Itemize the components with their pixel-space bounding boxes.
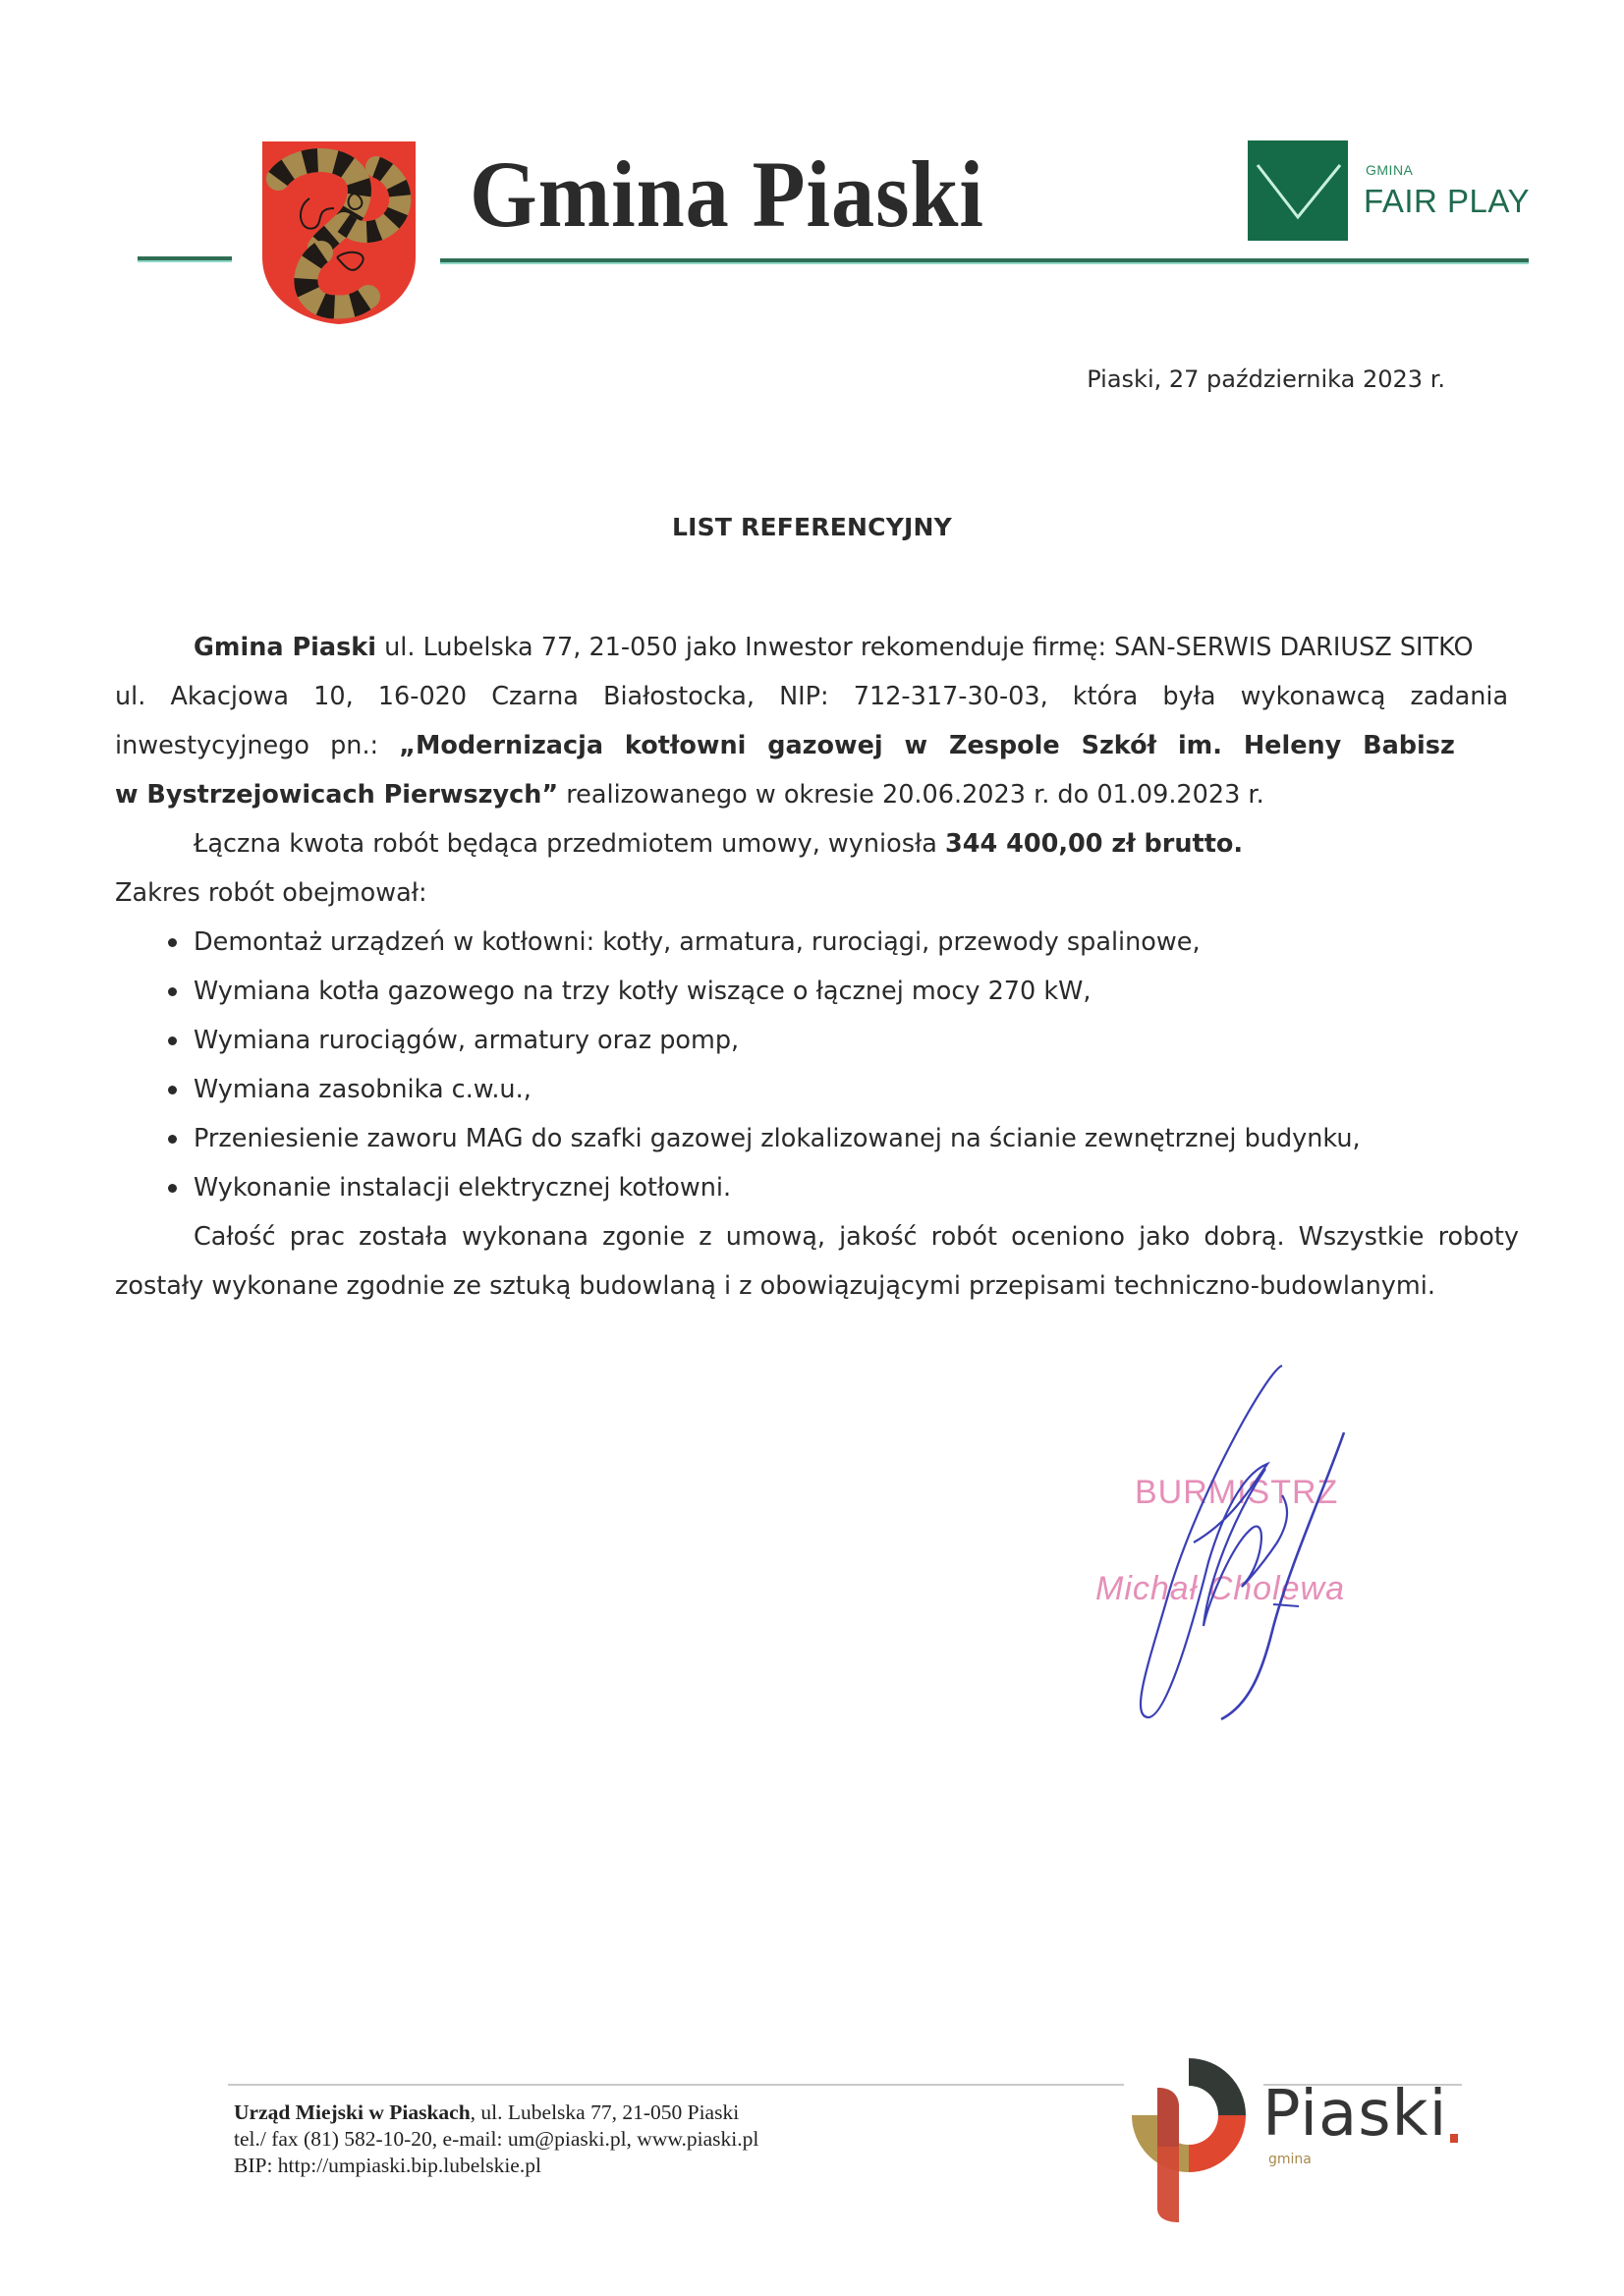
- coat-of-arms-icon: [260, 140, 418, 326]
- footer-bip-line: BIP: http://umpiaski.bip.lubelskie.pl: [234, 2154, 541, 2177]
- scope-item: [115, 1114, 1490, 1163]
- amount-label: Łączna kwota robót będąca przedmiotem umowy, wyniosła: [194, 829, 945, 859]
- intro-line-1: [115, 623, 1474, 672]
- signature-icon: [1032, 1346, 1425, 1739]
- closing-line-2-text: zostały wykonane zgodnie ze sztuką budowlaną i z obowiązującymi przepisami techniczno-budowlanymi.: [115, 1271, 1435, 1301]
- scope-item: [115, 1163, 1490, 1212]
- office-name: Urząd Miejski w Piaskach: [234, 2100, 471, 2124]
- intro-line-4-text: realizowanego w okresie 20.06.2023 r. do 01.09.2023 r.: [558, 780, 1264, 810]
- intro-line-1-text: ul. Lubelska 77, 21-050 jako Inwestor rekomenduje firmę: SAN-SERWIS DARIUSZ SITKO: [376, 633, 1474, 662]
- fair-play-label: FAIR PLAY: [1364, 183, 1530, 219]
- intro-line-4: [115, 770, 1445, 819]
- bullet-icon: [168, 1086, 177, 1094]
- closing-paragraph: [115, 1212, 1519, 1311]
- intro-paragraph: [115, 623, 1509, 918]
- amount-value: 344 400,00 zł brutto.: [944, 829, 1244, 859]
- stamp-role: BURMISTRZ: [1135, 1474, 1339, 1511]
- bullet-icon: [168, 1184, 177, 1193]
- fair-play-logo-icon: [1248, 140, 1348, 241]
- investor-name: Gmina Piaski: [194, 633, 376, 662]
- scope-item-text: Wymiana rurociągów, armatury oraz pomp,: [194, 1026, 740, 1055]
- project-name-part-1: „Modernizacja kotłowni gazowej w Zespole Szkół im. Heleny Babisz: [399, 731, 1455, 760]
- footer-contact-block: [234, 2100, 758, 2179]
- scope-list: [115, 918, 1490, 1212]
- piaski-logo-icon: [1128, 2053, 1251, 2225]
- footer-address-line: [234, 2100, 758, 2126]
- bullet-icon: [168, 1036, 177, 1045]
- scope-item-text: Wykonanie instalacji elektrycznej kotłowni.: [194, 1173, 732, 1203]
- scope-item: [115, 967, 1490, 1016]
- footer-brand: Piaski: [1262, 2078, 1448, 2151]
- project-name-part-2: w Bystrzejowicach Pierwszych”: [115, 780, 559, 810]
- scope-label: [115, 868, 1445, 918]
- intro-line-3-text: inwestycyjnego pn.:: [115, 731, 379, 760]
- scope-item: [115, 918, 1490, 967]
- header-title: Gmina Piaski: [470, 141, 984, 247]
- fair-play-small-label: GMINA: [1366, 162, 1414, 178]
- footer-brand-sub: gmina: [1268, 2152, 1312, 2167]
- stamp-name: Michał Cholewa: [1095, 1570, 1345, 1607]
- scope-item: [115, 1065, 1490, 1114]
- closing-line-1: [115, 1212, 1519, 1261]
- footer-rule: [228, 2084, 1124, 2086]
- closing-line-2: [115, 1261, 1445, 1311]
- brand-dot-icon: [1450, 2134, 1458, 2143]
- place-date: Piaski, 27 października 2023 r.: [1087, 365, 1445, 393]
- amount-line: [115, 819, 1445, 868]
- header-rule-right: [440, 258, 1529, 262]
- intro-line-2-text: ul. Akacjowa 10, 16-020 Czarna Białostocka, NIP: 712-317-30-03, która była wykonawcą zadania: [115, 682, 1509, 711]
- scope-item-text: Wymiana kotła gazowego na trzy kotły wiszące o łącznej mocy 270 kW,: [194, 977, 1092, 1006]
- scope-item-text: Przeniesienie zaworu MAG do szafki gazowej zlokalizowanej na ścianie zewnętrznej budynku,: [194, 1124, 1361, 1153]
- scope-label-text: Zakres robót obejmował:: [115, 878, 427, 908]
- intro-line-3: [115, 721, 1455, 770]
- scope-item-text: Wymiana zasobnika c.w.u.,: [194, 1075, 532, 1104]
- scope-item: [115, 1016, 1490, 1065]
- footer-contact-line: tel./ fax (81) 582-10-20, e-mail: um@piaski.pl, www.piaski.pl: [234, 2127, 759, 2151]
- header-rule-left: [138, 256, 232, 260]
- office-address: , ul. Lubelska 77, 21-050 Piaski: [470, 2100, 740, 2124]
- intro-line-2: [115, 672, 1509, 721]
- bullet-icon: [168, 938, 177, 947]
- document-title: LIST REFERENCYJNY: [672, 513, 952, 541]
- bullet-icon: [168, 1135, 177, 1144]
- scope-item-text: Demontaż urządzeń w kotłowni: kotły, armatura, rurociągi, przewody spalinowe,: [194, 927, 1201, 957]
- bullet-icon: [168, 987, 177, 996]
- closing-line-1-text: Całość prac została wykonana zgonie z umową, jakość robót oceniono jako dobrą. Wszystkie roboty: [194, 1222, 1519, 1252]
